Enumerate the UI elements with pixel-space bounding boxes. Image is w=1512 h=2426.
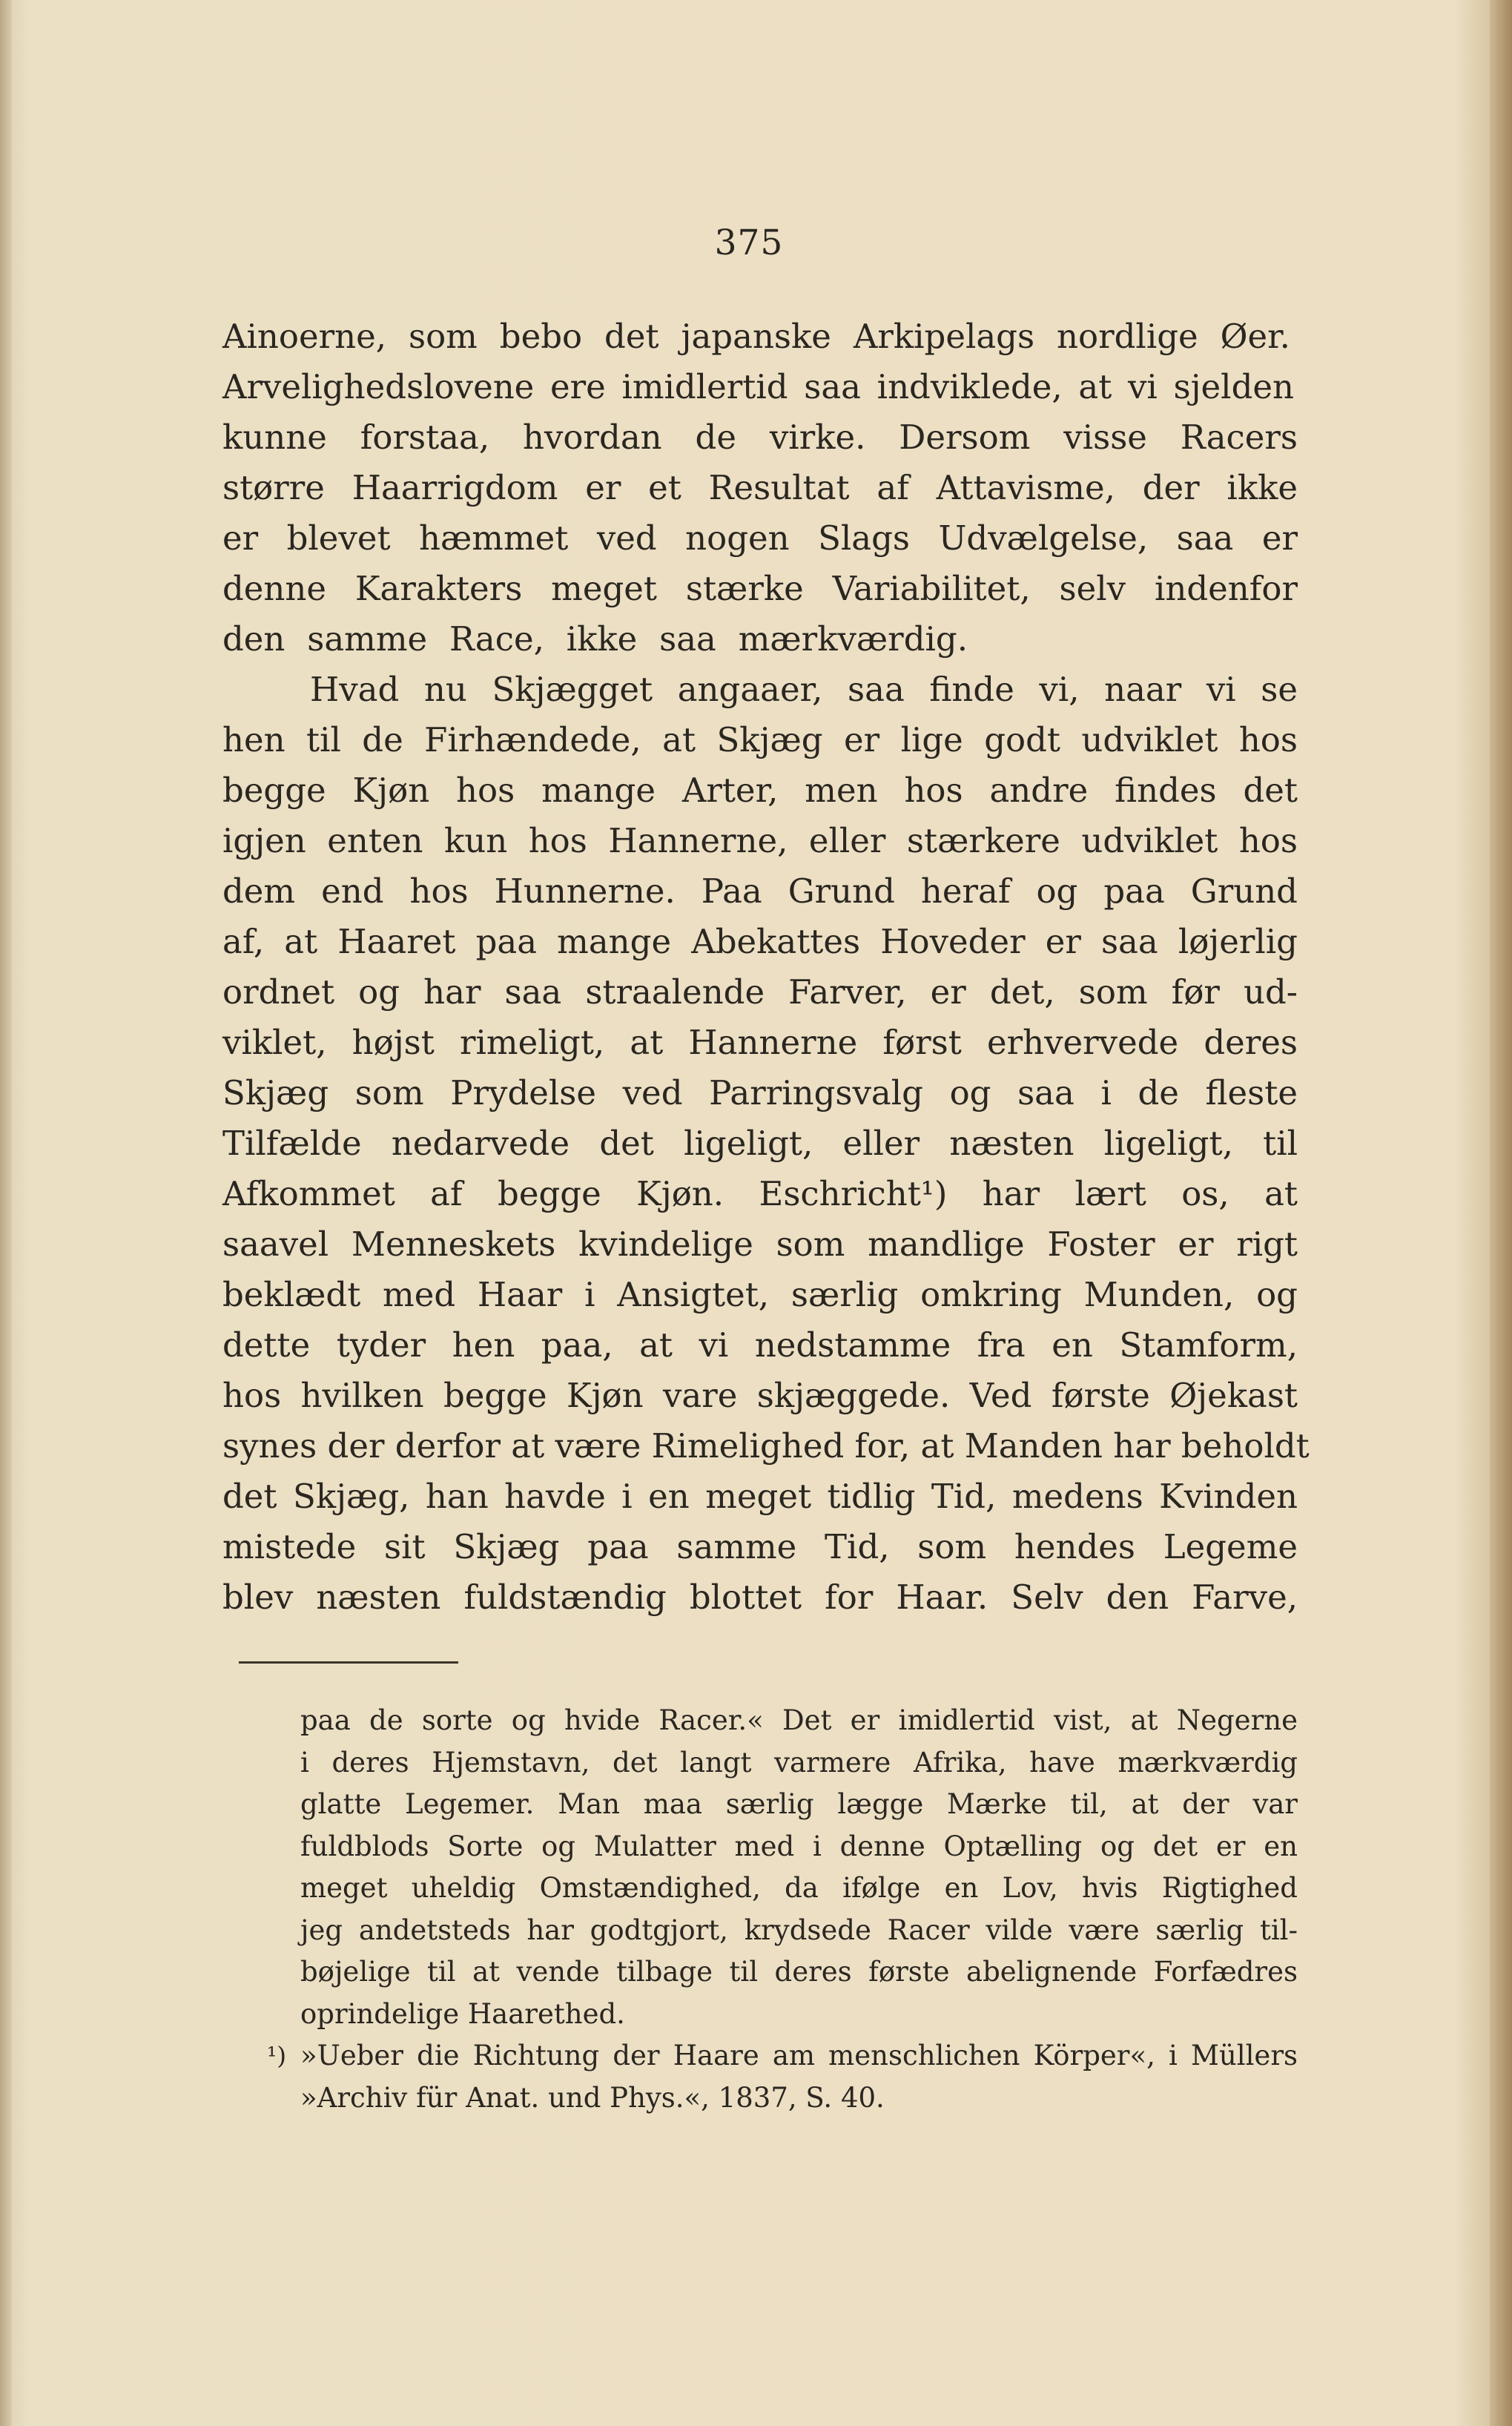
text-line: Hvad nu Skjægget angaaer, saa finde vi, naar vi se: [310, 670, 1298, 709]
footnote-1-marker: ¹): [267, 2041, 287, 2070]
text-line: dem end hos Hunnerne. Paa Grund heraf og paa Grund: [222, 871, 1298, 911]
footnote-line: fuldblods Sorte og Mulatter med i denne Optælling og det er en: [300, 1830, 1298, 1862]
text-line: synes der derfor at være Rimelighed for, at Manden har beholdt: [222, 1426, 1310, 1466]
text-line: begge Kjøn hos mange Arter, men hos andre findes det: [222, 771, 1298, 810]
text-line: viklet, højst rimeligt, at Hannerne først erhvervede deres: [222, 1023, 1298, 1062]
footnote-line: paa de sorte og hvide Racer.« Det er imidlertid vist, at Negerne: [300, 1704, 1298, 1736]
text-line: dette tyder hen paa, at vi nedstamme fra en Stamform,: [222, 1325, 1298, 1365]
binding-edge: [0, 0, 12, 2426]
footnotes: [300, 1700, 1298, 2119]
text-line: blev næsten fuldstændig blottet for Haar. Selv den Farve,: [222, 1578, 1298, 1617]
page-number: 375: [714, 223, 784, 263]
footnote-divider: [239, 1661, 458, 1664]
text-line: det Skjæg, han havde i en meget tidlig Tid, medens Kvinden: [222, 1477, 1298, 1516]
text-line: ordnet og har saa straalende Farver, er det, som før ud-: [222, 972, 1298, 1012]
text-line: Ainoerne, som bebo det japanske Arkipelags nordlige Øer.: [222, 317, 1290, 356]
footnote-1-line: »Archiv für Anat. und Phys.«, 1837, S. 40.: [300, 2081, 885, 2114]
footnote-line: glatte Legemer. Man maa særlig lægge Mærke til, at der var: [300, 1788, 1298, 1820]
footnote-1-line: »Ueber die Richtung der Haare am menschlichen Körper«, i Müllers: [300, 2040, 1298, 2071]
text-line: større Haarrigdom er et Resultat af Attavisme, der ikke: [222, 468, 1298, 507]
footnote-line: meget uheldig Omstændighed, da ifølge en Lov, hvis Rigtighed: [300, 1872, 1298, 1904]
text-line: af, at Haaret paa mange Abekattes Hoveder er saa løjerlig: [222, 922, 1298, 961]
text-line: mistede sit Skjæg paa samme Tid, som hendes Legeme: [222, 1527, 1298, 1566]
text-line: Skjæg som Prydelse ved Parringsvalg og saa i de fleste: [222, 1073, 1298, 1113]
body-text: [222, 312, 1310, 1623]
page-edge: [1490, 0, 1512, 2426]
footnote-line: jeg andetsteds har godtgjort, krydsede Racer vilde være særlig til-: [300, 1914, 1298, 1946]
footnote-line: bøjelige til at vende tilbage til deres første abelignende Forfædres: [300, 1956, 1298, 1988]
text-line: kunne forstaa, hvordan de virke. Dersom visse Racers: [222, 418, 1298, 457]
footnote-line: oprindelige Haarethed.: [300, 1997, 625, 2030]
text-line: Tilfælde nedarvede det ligeligt, eller næsten ligeligt, til: [222, 1124, 1298, 1163]
text-line: beklædt med Haar i Ansigtet, særlig omkring Munden, og: [222, 1275, 1298, 1314]
footnote-line: i deres Hjemstavn, det langt varmere Afrika, have mærkværdig: [300, 1746, 1298, 1779]
text-line: saavel Menneskets kvindelige som mandlige Foster er rigt: [222, 1224, 1298, 1264]
text-line: er blevet hæmmet ved nogen Slags Udvælgelse, saa er: [222, 518, 1298, 558]
text-line: igjen enten kun hos Hannerne, eller stærkere udviklet hos: [222, 821, 1298, 860]
text-line: hos hvilken begge Kjøn vare skjæggede. Ved første Øjekast: [222, 1376, 1298, 1415]
text-line: Afkommet af begge Kjøn. Eschricht¹) har lært os, at: [222, 1174, 1298, 1213]
text-line: Arvelighedslovene ere imidlertid saa indviklede, at vi sjelden: [222, 367, 1294, 406]
text-line: denne Karakters meget stærke Variabilitet, selv indenfor: [222, 569, 1298, 608]
text-line: hen til de Firhændede, at Skjæg er lige godt udviklet hos: [222, 720, 1298, 759]
text-line: den samme Race, ikke saa mærkværdig.: [222, 619, 968, 659]
